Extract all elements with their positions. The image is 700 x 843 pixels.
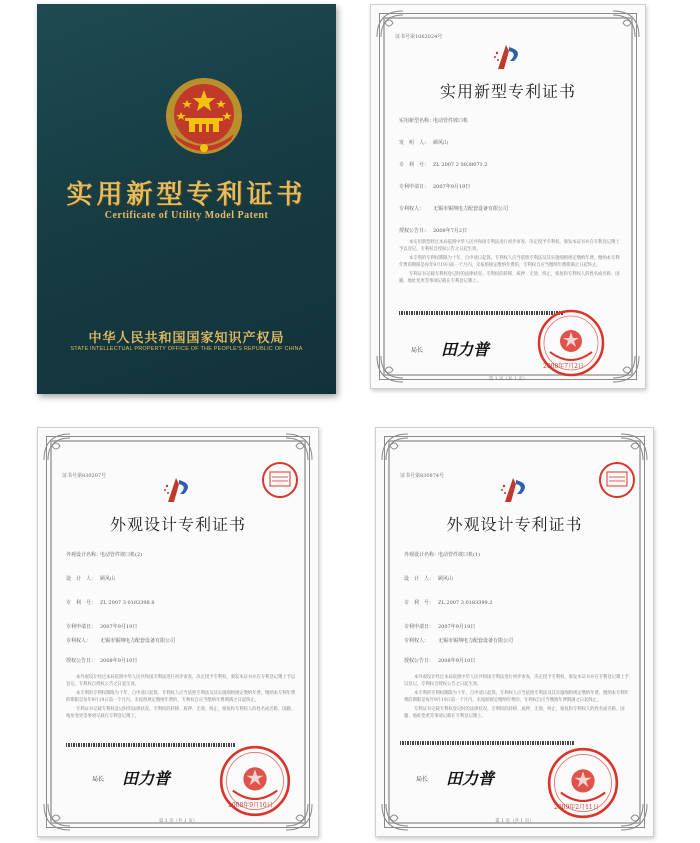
field-design-name: 外观设计名称：电动管件坡口机(2) xyxy=(66,552,143,558)
cover-title: 实用新型专利证书 xyxy=(66,180,307,210)
field-patent-number: 专 利 号： ZL 2007 3 0183399.2 xyxy=(404,600,493,606)
field-designer: 设 计 人： 顾风山 xyxy=(66,576,116,582)
field-application-date: 专利申请日： 2007年9月19日 xyxy=(404,624,476,630)
certificate-body-text: 本实用新型经过本局依照中华人民共和国专利法进行初步审查，决定授予专利权，颁发本证书并在专利登记簿上予以登记。专利权自授权公告之日起生效。 本专利的专利权期限为十年，自申请日起算。专利权人应当依照专利法及其实施细则规定缴纳年费。缴纳本专利年费的期限是每年9月19日前一个月内。未按照规定缴纳年费的，专利权自应当缴纳年费期满之日起终止。 专利证书记载专利权登记时的法律状况。专利权的转移、质押、无效、终止、恢复和专利权人的姓名或名称、国籍、地址变更等事项记载在专利登记簿上。 xyxy=(399,240,620,284)
director-signature: 田力普 xyxy=(446,769,495,788)
field-patentee: 专利权人： 无锡市锡翔电力配套设备有限公司 xyxy=(66,638,176,644)
field-inventor: 发 明 人： 顾风山 xyxy=(399,140,449,146)
cover-issuing-office: 中华人民共和国国家知识产权局 xyxy=(88,331,285,346)
field-patentee: 专利权人： 无锡市锡翔电力配套设备有限公司 xyxy=(404,638,514,644)
small-seal-stamp xyxy=(597,460,637,500)
corner-ornament-icon xyxy=(380,802,410,832)
page-number: 第 1 页（共 1 页） xyxy=(488,377,528,382)
design-patent-certificate-2 xyxy=(37,427,319,837)
page-number: 第 1 页（共 1 页） xyxy=(495,819,534,824)
barcode xyxy=(66,743,236,747)
cover-title-english: Certificate of Utility Model Patent xyxy=(104,210,269,221)
field-patent-number: 专 利 号： ZL 2007 2 0038071.2 xyxy=(399,162,488,168)
director-signature: 田力普 xyxy=(122,769,171,788)
patent-certificate-cover xyxy=(37,4,336,394)
issue-date: 2008年9月10日 xyxy=(228,802,273,809)
corner-ornament-icon xyxy=(380,432,410,462)
certificate-body-text: 本外观设计经过本局依照中华人民共和国专利法进行初步审查，决定授予专利权，颁发本证书并在专利登记簿上予以登记。专利权自授权公告之日起生效。 本专利的专利权期限为十年，自申请日起算。专利权人应当依照专利法及其实施细则规定缴纳年费。缴纳本专利年费的期限是每年9月19日前一个月内。未按照规定缴纳年费的，专利权自应当缴纳年费期满之日起终止。 专利证书记载专利权登记时的法律状况。专利权的转移、质押、无效、终止、恢复和专利权人的姓名或名称、国籍、地址变更等事项记载在专利登记簿上。 xyxy=(66,675,296,719)
certificate-number: 证书号第830874号 xyxy=(400,473,445,479)
corner-ornament-icon xyxy=(42,432,72,462)
field-designer: 设 计 人： 顾风山 xyxy=(404,576,454,582)
small-seal-stamp xyxy=(260,460,300,500)
field-patentee: 专利权人： 无锡市锡翔电力配套设备有限公司 xyxy=(399,206,509,212)
corner-ornament-icon xyxy=(42,802,72,832)
corner-ornament-icon xyxy=(619,432,649,462)
design-patent-certificate-1 xyxy=(375,427,654,837)
certificate-title: 实用新型专利证书 xyxy=(439,82,576,101)
director-label: 局长 xyxy=(92,776,105,783)
field-patent-name: 实用新型名称：电动管件坡口机 xyxy=(399,118,469,124)
director-signature: 田力普 xyxy=(441,340,490,359)
field-design-name: 外观设计名称：电动管件坡口机(1) xyxy=(404,552,481,558)
cover-issuing-office-english: STATE INTELLECTUAL PROPERTY OFFICE OF THE PEOPLE'S REPUBLIC OF CHINA xyxy=(70,346,303,352)
utility-model-certificate xyxy=(370,4,646,389)
certificate-title: 外观设计专利证书 xyxy=(446,515,583,534)
certificate-number: 证书号第1062024号 xyxy=(395,34,443,40)
certificate-body-text: 本外观设计经过本局依照中华人民共和国专利法进行初步审查，决定授予专利权，颁发本证书并在专利登记簿上予以登记。专利权自授权公告之日起生效。 本专利的专利权期限为十年，自申请日起算。专利权人应当依照专利法及其实施细则规定缴纳年费。缴纳本专利年费的期限是每年9月19日前一个月内。未按照规定缴纳年费的，专利权自应当缴纳年费期满之日起终止。 专利证书记载专利权登记时的法律状况。专利权的转移、质押、无效、终止、恢复和专利权人的姓名或名称、国籍、地址变更等事项记载在专利登记簿上。 xyxy=(404,675,629,719)
corner-ornament-icon xyxy=(611,9,641,39)
issue-date: 2008年7月2日 xyxy=(543,363,584,370)
certificate-title: 外观设计专利证书 xyxy=(109,515,246,534)
patent-office-logo-icon xyxy=(499,476,533,504)
certificate-number: 证书号第830207号 xyxy=(62,473,107,479)
barcode xyxy=(400,741,575,745)
director-label: 局长 xyxy=(416,776,429,783)
field-grant-date: 授权公告日： 2008年7月2日 xyxy=(399,228,468,234)
field-patent-number: 专 利 号： ZL 2007 3 0183398.8 xyxy=(66,600,155,606)
corner-ornament-icon xyxy=(619,802,649,832)
page-number: 第 1 页（共 1 页） xyxy=(158,819,198,824)
field-application-date: 专利申请日： 2007年9月19日 xyxy=(399,184,471,190)
patent-office-logo-icon xyxy=(162,476,196,504)
field-grant-date: 授权公告日： 2008年9月10日 xyxy=(404,658,476,664)
issue-date: 2009年2月11日 xyxy=(554,804,599,811)
field-application-date: 专利申请日： 2007年9月19日 xyxy=(66,624,138,630)
director-label: 局长 xyxy=(411,347,424,354)
corner-ornament-icon xyxy=(284,432,314,462)
national-emblem-icon xyxy=(159,74,249,159)
patent-office-logo-icon xyxy=(492,43,526,71)
field-grant-date: 授权公告日： 2008年9月10日 xyxy=(66,658,138,664)
